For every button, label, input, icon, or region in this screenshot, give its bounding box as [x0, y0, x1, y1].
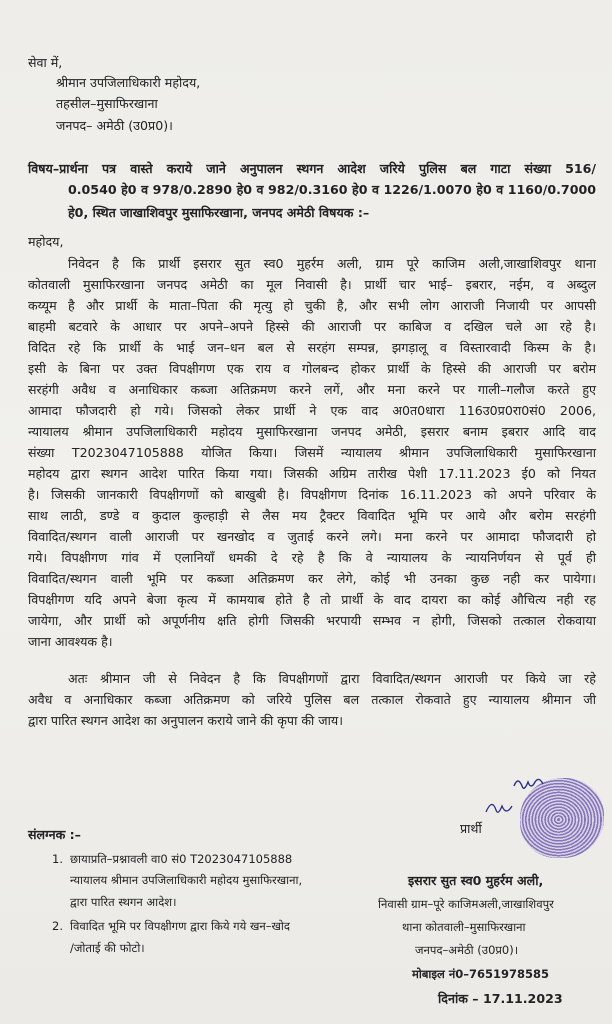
request-line: अवैध व अनाधिकार कब्जा अतिक्रमण को जरिये पुलिस बल तत्काल रोकवाते हुए न्यायालय श्रीमान जी [28, 692, 596, 707]
enclosure-item-line: न्यायालय श्रीमान उपजिलाधिकारी महोदय मुसाफिरखाना, [70, 873, 303, 887]
enclosure-item-line: विवादित भूमि पर विपक्षीगण द्वारा किये गये खन–खोद [70, 919, 290, 933]
enclosure-heading: संलग्नक :– [28, 827, 81, 842]
body-line: जायेगा, और प्रार्थी को अपूर्णनीय क्षति होगी जिसकी भरपायी सम्भव न होगी, जिसको तत्काल रोकवाया [28, 613, 596, 628]
enclosure-item-line: /जोताई की फोटो। [70, 941, 145, 955]
applicant-label: प्रार्थी [460, 821, 482, 836]
body-line: विवादित/स्थगन वाली आराजी पर खनखोद व जुताई करने लगे। मना करने पर आमादा फौजदारी हो [28, 529, 596, 544]
body-line: इसी के बिना पर उक्त विपक्षीगण एक राय व गोलबन्द होकर प्रार्थी के हिस्से की आराजी पर बरोम [28, 361, 596, 376]
sender-mobile: मोबाइल नं0–7651978585 [412, 967, 549, 981]
subject-line-1: विषय–प्रार्थना पत्र वास्ते कराये जाने अनुपालन स्थगन आदेश जरिये पुलिस बल गाटा संख्या 516/ [28, 161, 596, 176]
body-line: विवादित/स्थगन वाली भूमि पर कब्जा अतिक्रमण कर लेगे, कोई भी उनका कुछ नही कर पायेगा। [28, 571, 596, 586]
sender-address-line: जनपद–अमेठी (उ0प्र0)। [415, 943, 519, 957]
body-line: सरहंगी अवैध व अनाधिकार कब्जा अतिक्रमण करने लगें, और मना करने पर गाली–गलौज करते हुए [28, 382, 596, 397]
body-line: निवेदन है कि प्रार्थी इसरार सुत स्व0 मुहर्रम अली, ग्राम पूरे काजिम अली,जाखाशिवपुर थाना [68, 256, 596, 271]
body-line: विपक्षीगण यदि अपने बेजा कृत्य में कामयाब होते है तो प्रार्थी के वाद दायरा का कोई औचित्य नही रह [28, 592, 596, 607]
body-line: संख्या T2023047105888 योजित किया। जिसमें न्यायालय श्रीमान उपजिलाधिकारी मुसाफिरखाना [28, 445, 596, 460]
handwritten-signature [484, 772, 564, 824]
body-line: कोतवाली मुसाफिरखाना जनपद अमेठी का मूल निवासी है। प्रार्थी चार भाई– इबरार, नईम, व अब्दुल [28, 277, 596, 292]
request-paragraph [28, 668, 596, 731]
body-line: कय्यूम है और प्रार्थी के माता–पिता की मृत्यु हो चुकी है, और सभी लोग आराजी निजायी पर आपसी [28, 298, 596, 313]
address-line-officer: श्रीमान उपजिलाधिकारी महोदय, [56, 75, 201, 90]
address-line-tehsil: तहसील–मुसाफिरखाना [56, 96, 158, 111]
body-line: बाहमी बटवारे के आधार पर अपने–अपने हिस्से की आराजी पर काबिज व दखिल चले आ रहे है। [28, 319, 596, 334]
address-line-district: जनपद– अमेठी (उ0प्र0)। [56, 118, 173, 133]
body-line: साथ लाठी, डण्डे व कुदाल कुल्हाड़ी से लैस मय ट्रैक्टर विवादित भूमि पर आये और बरोम सरहंगी [28, 508, 596, 523]
enclosure-item-number: 1. [52, 852, 63, 866]
body-line: महोदय द्वारा स्थगन आदेश पारित किया गया। जिसकी अग्रिम तारीख पेशी 17.11.2023 ई0 को नियत [28, 466, 596, 481]
body-line: जाना आवश्यक है। [28, 634, 113, 649]
sender-address-line: निवासी ग्राम–पूरे काजिमअली,जाखाशिवपुर [378, 897, 554, 911]
enclosure-item-line: द्वारा पारित स्थगन आदेश। [70, 895, 177, 909]
sender-name: इसरार सुत स्व0 मुहर्रम अली, [408, 873, 544, 888]
enclosure-item-line: छायाप्रति–प्रश्नावली वा0 सं0 T2023047105888 [70, 852, 293, 866]
enclosure-item-number: 2. [52, 919, 63, 933]
body-line: है। जिसकी जानकारी विपक्षीगणों को बाखुबी है। विपक्षीगण दिनांक 16.11.2023 को अपने परिवार के [28, 487, 596, 502]
body-line: विदित रहे कि प्रार्थी के भाई जन–धन बल से सरहंग सम्पन्न, झगड़ालू व विस्तारवादी किस्म के है। [28, 340, 596, 355]
subject-line-3: हे0, स्थित जाखाशिवपुर मुसाफिरखाना, जनपद अमेठी विषयक :– [68, 205, 370, 220]
greeting: महोदय, [28, 234, 64, 249]
salutation: सेवा में, [28, 55, 63, 70]
request-line: अतः श्रीमान जी से निवेदन है कि विपक्षीगणों द्वारा विवादित/स्थगन आराजी पर किये जा रहे [68, 671, 596, 686]
body-paragraph [28, 253, 596, 652]
request-line: द्वारा पारित स्थगन आदेश का अनुपालन कराये जाने की कृपा की जाय। [28, 713, 343, 728]
sender-address-line: थाना कोतवाली–मुसाफिरखाना [402, 920, 526, 934]
subject-line-2: 0.0540 हे0 व 978/0.2890 हे0 व 982/0.3160 हे0 व 1226/1.0070 हे0 व 1160/0.7000 [68, 182, 596, 197]
body-line: आमादा फौजदारी हो गये। जिसको लेकर प्रार्थी ने एक वाद अ0त0धारा 116उ0प्र0रा0सं0 2006, [28, 403, 596, 418]
body-line: गये। विपक्षीगण गांव में एलानियाँ धमकी दे रहे है कि वे न्यायालय के न्यायनिर्णयन से पूर्व ही [28, 550, 596, 565]
letter-date: दिनांक – 17.11.2023 [438, 991, 563, 1006]
body-line: न्यायालय श्रीमान उपजिलाधिकारी महोदय मुसाफिरखाना जनपद अमेठी, इसरार बनाम इबरार आदि वाद [28, 424, 596, 439]
